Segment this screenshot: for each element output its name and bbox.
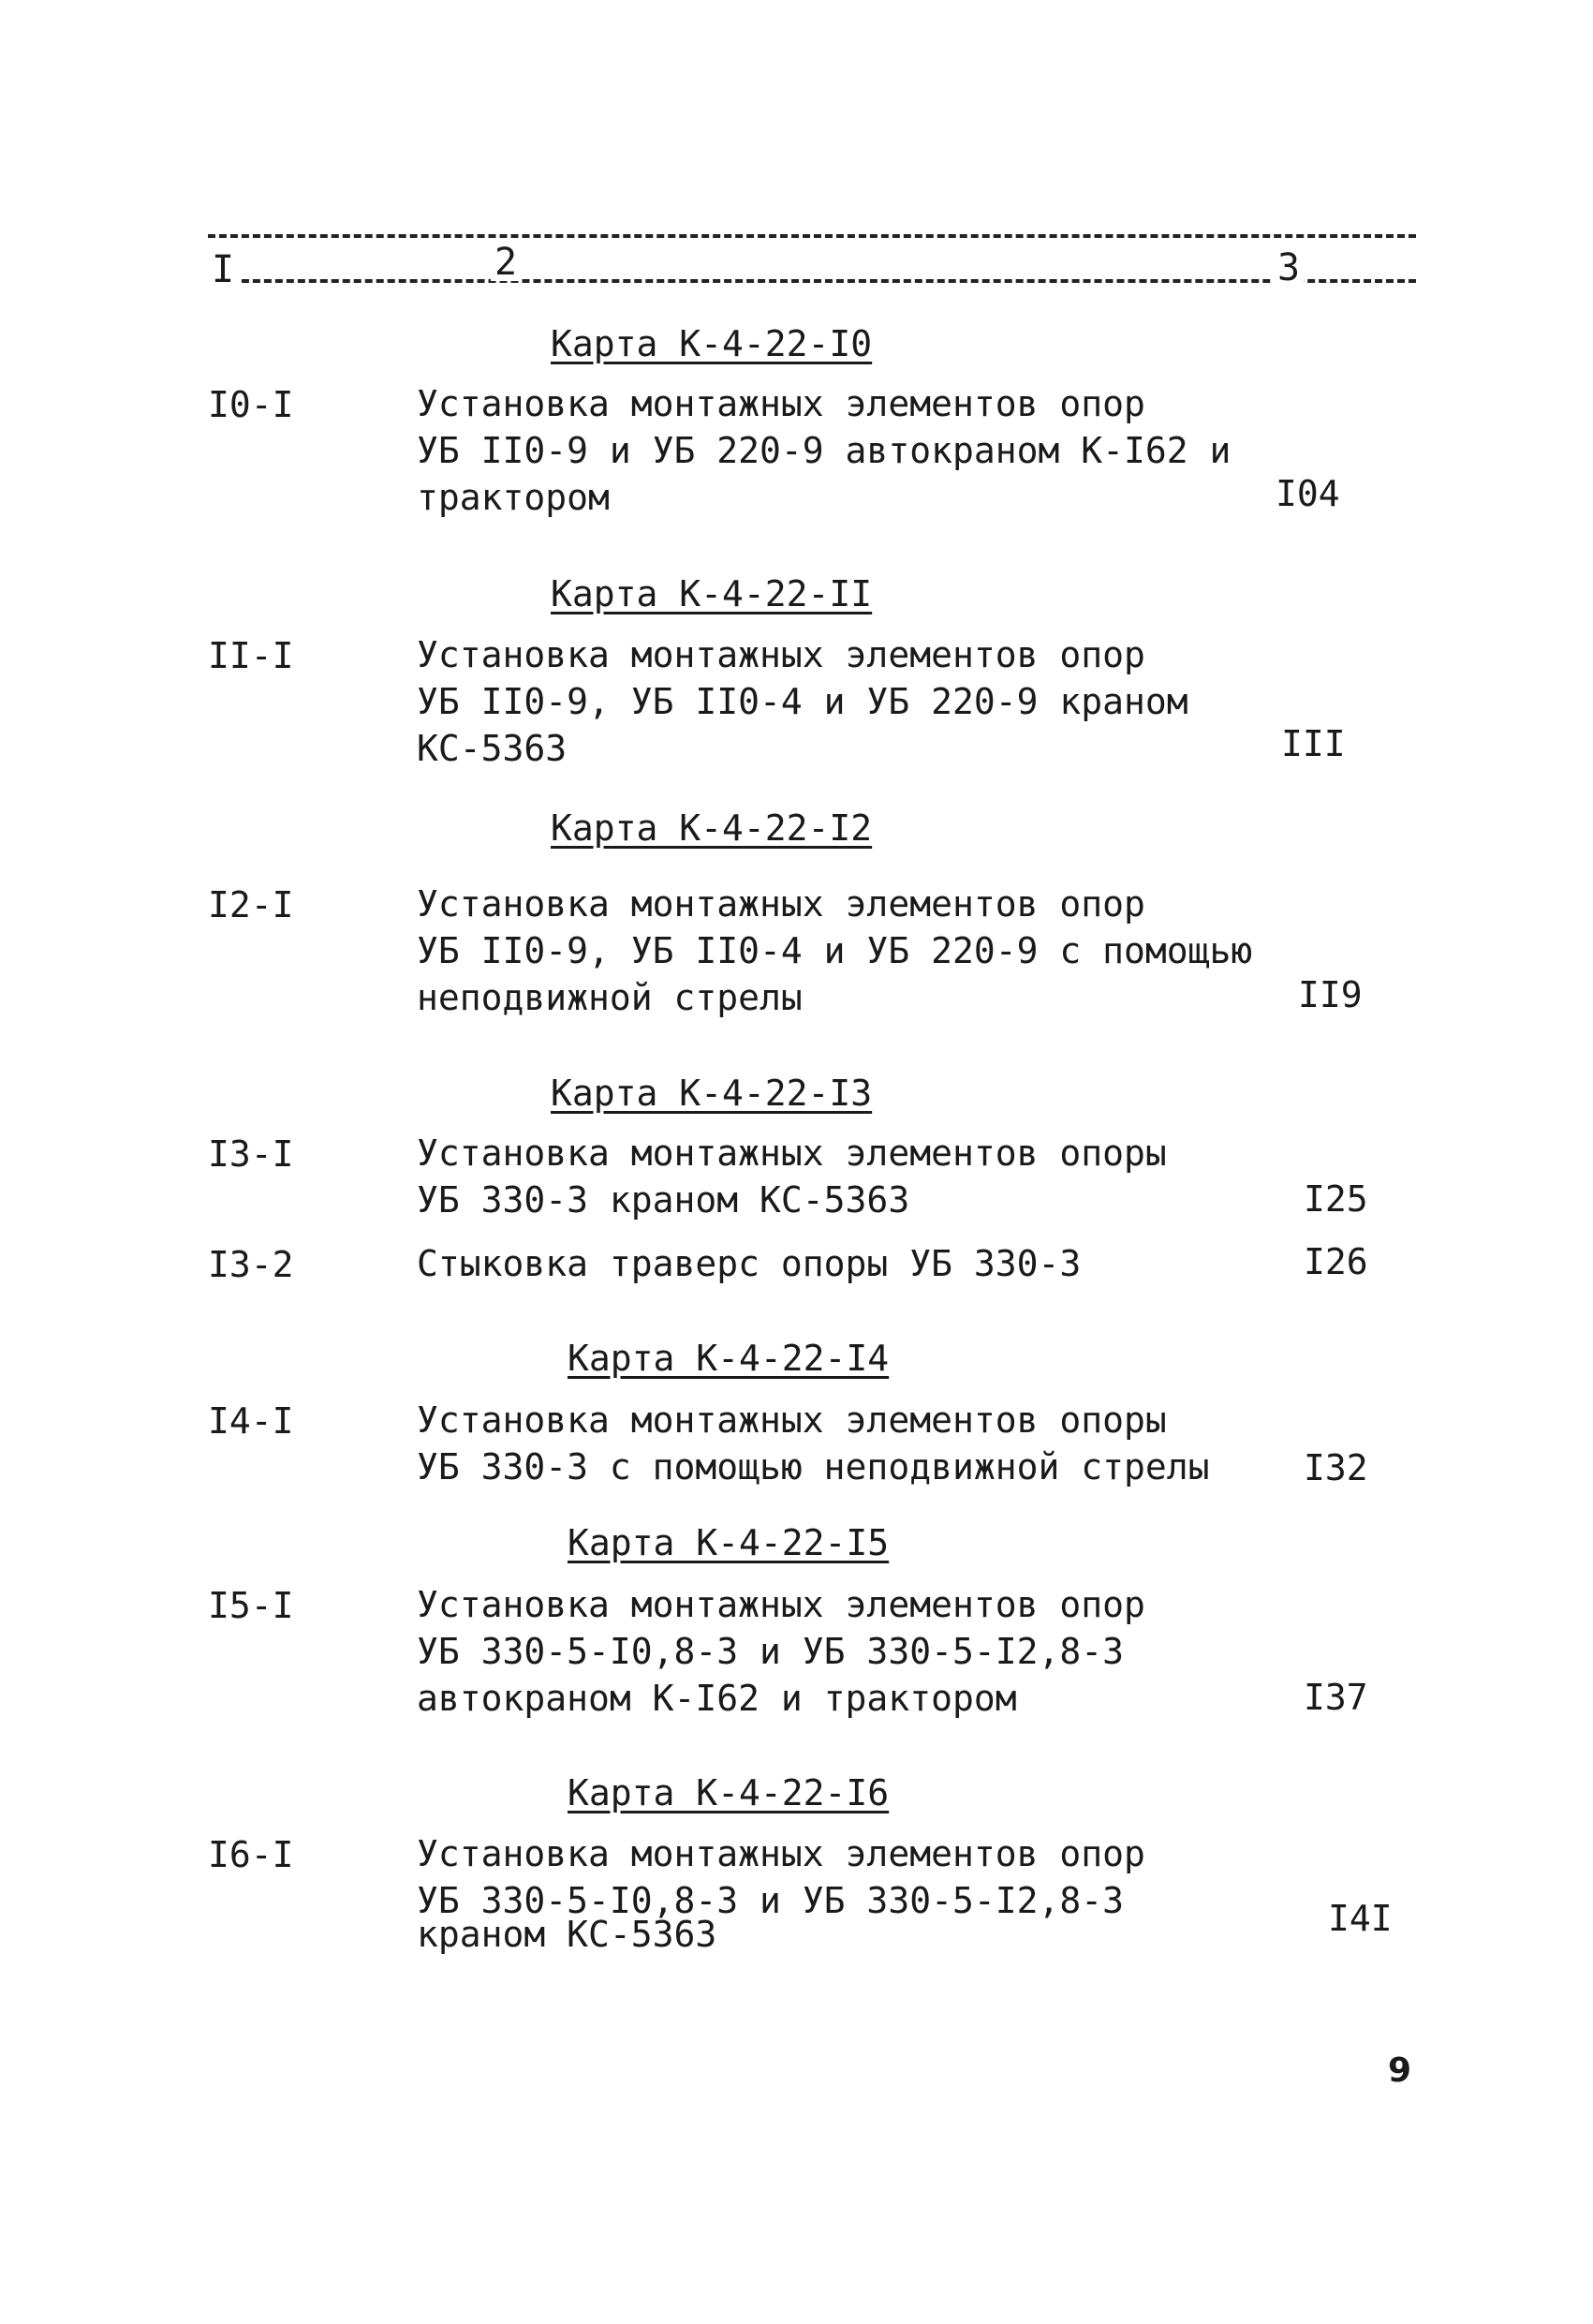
- item-description: [417, 1130, 1167, 1223]
- item-description-line: Установка монтажных элементов опор: [417, 1584, 1145, 1625]
- item-description-line: УБ II0-9, УБ II0-4 и УБ 220-9 краном: [417, 681, 1188, 722]
- item-code: II-I: [208, 635, 294, 676]
- item-code: I4-I: [208, 1400, 294, 1442]
- item-description-line: Установка монтажных элементов опор: [417, 883, 1145, 925]
- section-title: Карта К-4-22-I2: [551, 807, 873, 849]
- item-page-ref: I4I: [1328, 1898, 1393, 1939]
- item-description-line: УБ 330-3 краном КС-5363: [417, 1179, 910, 1221]
- item-description: [417, 881, 1252, 1021]
- item-code: I5-I: [208, 1585, 294, 1626]
- section-title: Карта К-4-22-I3: [551, 1073, 873, 1114]
- item-description: [417, 380, 1231, 521]
- item-code: I0-I: [208, 384, 294, 425]
- item-description: [417, 1581, 1145, 1722]
- item-description-line: Установка монтажных элементов опор: [417, 383, 1145, 424]
- header-top-rule: [208, 234, 1416, 238]
- column-header-1: I: [208, 251, 238, 289]
- section-title: Карта К-4-22-II: [551, 573, 873, 614]
- item-description: [417, 1240, 1081, 1287]
- item-page-ref: II9: [1298, 974, 1363, 1015]
- item-code: I3-I: [208, 1133, 294, 1175]
- item-description-line: КС-5363: [417, 728, 568, 769]
- item-code: I2-I: [208, 884, 294, 925]
- item-description-line: неподвижной стрелы: [417, 977, 803, 1018]
- item-description-line: краном КС-5363: [417, 1914, 717, 1955]
- item-description-line: УБ 330-3 с помощью неподвижной стрелы: [417, 1446, 1210, 1488]
- item-description-line: Стыковка траверс опоры УБ 330-3: [417, 1243, 1082, 1284]
- section-title: Карта К-4-22-I4: [568, 1338, 890, 1379]
- item-description-line: УБ 330-5-I0,8-3 и УБ 330-5-I2,8-3: [417, 1880, 1124, 1921]
- header-bottom-rule: [208, 279, 1416, 283]
- section-title: Карта К-4-22-I0: [551, 323, 873, 364]
- item-code: I6-I: [208, 1834, 294, 1875]
- item-page-ref: I26: [1304, 1241, 1368, 1282]
- item-description-line: УБ II0-9 и УБ 220-9 автокраном К-I62 и: [417, 430, 1232, 471]
- page-number: 9: [1388, 2051, 1412, 2090]
- item-description-line: Установка монтажных элементов опоры: [417, 1132, 1167, 1174]
- item-description-line: Установка монтажных элементов опоры: [417, 1399, 1167, 1441]
- item-description: [417, 1397, 1209, 1490]
- item-page-ref: I25: [1304, 1178, 1368, 1220]
- item-description-line: Установка монтажных элементов опор: [417, 634, 1145, 675]
- item-description-line: трактором: [417, 477, 610, 518]
- item-page-ref: III: [1281, 723, 1346, 764]
- item-description: [417, 1830, 1145, 1958]
- item-description-line: Установка монтажных элементов опор: [417, 1833, 1145, 1874]
- item-page-ref: I32: [1304, 1447, 1368, 1488]
- item-page-ref: I37: [1304, 1677, 1368, 1718]
- section-title: Карта К-4-22-I5: [568, 1522, 890, 1563]
- item-page-ref: I04: [1276, 473, 1340, 514]
- item-description-line: автокраном К-I62 и трактором: [417, 1678, 1017, 1719]
- column-header-3: 3: [1274, 249, 1304, 287]
- item-description-line: УБ II0-9, УБ II0-4 и УБ 220-9 с помощью: [417, 930, 1253, 971]
- item-description-line: УБ 330-5-I0,8-3 и УБ 330-5-I2,8-3: [417, 1631, 1124, 1672]
- section-title: Карта К-4-22-I6: [568, 1772, 890, 1813]
- column-header-2: 2: [491, 244, 521, 281]
- item-description: [417, 631, 1188, 772]
- item-code: I3-2: [208, 1244, 294, 1285]
